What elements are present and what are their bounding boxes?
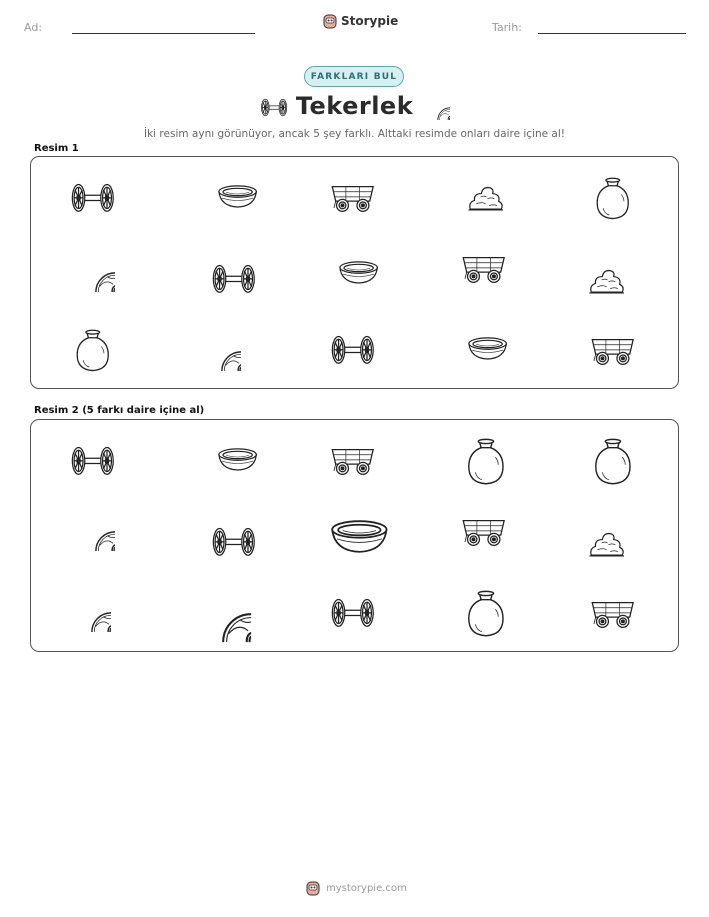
storypie-mascot-icon bbox=[323, 13, 337, 29]
storypie-mascot-icon bbox=[306, 880, 320, 896]
footer bbox=[306, 880, 407, 896]
picture-2-panel[interactable] bbox=[30, 419, 679, 652]
title-row bbox=[0, 92, 709, 122]
title-wheel-icon bbox=[422, 92, 450, 120]
cart-icon bbox=[328, 179, 374, 213]
picture-1-label: Resim 1 bbox=[34, 143, 79, 154]
date-line[interactable] bbox=[538, 33, 686, 34]
axle-wheels-icon[interactable] bbox=[327, 594, 375, 630]
picture-2-label: Resim 2 (5 farkı daire içine al) bbox=[34, 405, 205, 416]
bowl-icon bbox=[335, 256, 379, 284]
footer-url: mystorypie.com bbox=[326, 882, 407, 894]
date-label: Tarih: bbox=[492, 21, 522, 34]
vase-icon bbox=[72, 326, 110, 373]
vase-icon[interactable] bbox=[590, 434, 632, 485]
wooden-wheel-icon[interactable] bbox=[187, 578, 251, 642]
vase-icon[interactable] bbox=[463, 434, 505, 485]
axle-wheels-icon[interactable] bbox=[208, 523, 256, 559]
name-label: Ad: bbox=[24, 21, 43, 34]
cart-icon bbox=[459, 250, 505, 284]
cart-icon bbox=[588, 332, 634, 366]
find-differences-badge: FARKLARI BUL bbox=[304, 66, 404, 87]
bowl-icon bbox=[214, 180, 258, 208]
page-title: Tekerlek bbox=[295, 92, 414, 120]
wooden-wheel-icon bbox=[197, 327, 241, 371]
axle-wheels-icon bbox=[208, 260, 256, 296]
cart-icon[interactable] bbox=[588, 595, 634, 629]
bowl-icon[interactable] bbox=[325, 513, 389, 553]
bowl-icon bbox=[464, 332, 508, 360]
mound-icon bbox=[465, 181, 503, 212]
wooden-wheel-icon bbox=[71, 248, 115, 292]
axle-wheels-icon[interactable] bbox=[67, 442, 115, 478]
brand-logo bbox=[323, 13, 398, 29]
wooden-wheel-icon[interactable] bbox=[67, 588, 111, 632]
mound-icon bbox=[586, 264, 624, 295]
instructions: İki resim aynı görünüyor, ancak 5 şey farklı. Alttaki resimde onları daire içine al! bbox=[144, 128, 565, 140]
axle-wheels-icon bbox=[327, 331, 375, 367]
cart-icon[interactable] bbox=[459, 513, 505, 547]
wooden-wheel-icon[interactable] bbox=[71, 507, 115, 551]
bowl-icon[interactable] bbox=[214, 443, 258, 471]
cart-icon[interactable] bbox=[328, 442, 374, 476]
picture-1-panel bbox=[30, 156, 679, 389]
mound-icon[interactable] bbox=[586, 527, 624, 558]
brand-name: Storypie bbox=[341, 14, 399, 28]
vase-icon bbox=[592, 174, 630, 221]
vase-icon[interactable] bbox=[463, 586, 505, 637]
axle-wheels-icon bbox=[67, 179, 115, 215]
title-axle-icon bbox=[256, 96, 290, 118]
name-line[interactable] bbox=[72, 33, 255, 34]
